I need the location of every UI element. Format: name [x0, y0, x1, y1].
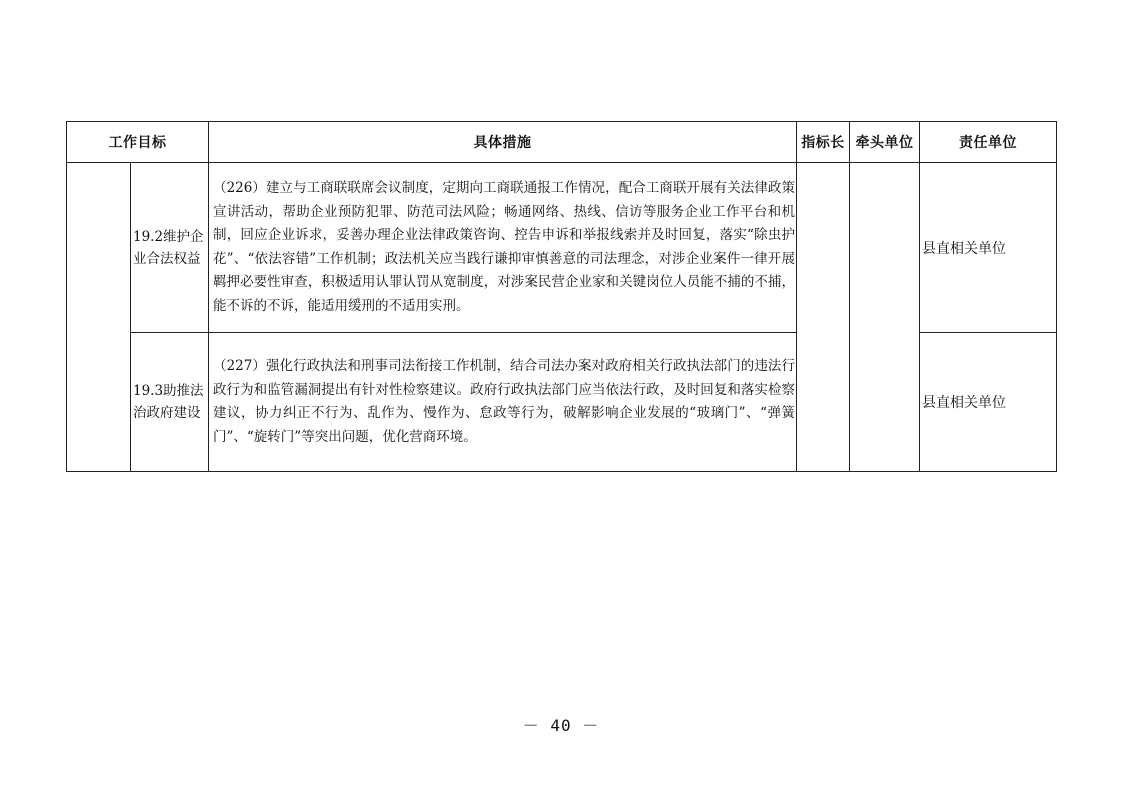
lead-unit-cell: [850, 163, 920, 472]
measure-cell: （226）建立与工商联联席会议制度，定期向工商联通报工作情况，配合工商联开展有关法律政策宣讲活动，帮助企业预防犯罪、防范司法风险；畅通网络、热线、信访等服务企业工作平台和机制，回应企业诉求，妥善办理企业法律政策咨询、控告申诉和举报线索并及时回复，落实“除虫护花”、“依法容错”工作机制；政法机关应当践行谦抑审慎善意的司法理念，对涉企业案件一律开展羁押必要性审查，积极适用认罪认罚从宽制度，对涉案民营企业家和关键岗位人员能不捕的不捕，能不诉的不诉，能适用缓刑的不适用实刑。: [209, 163, 797, 333]
main-goal-cell: [67, 163, 131, 472]
responsible-unit-cell: 县直相关单位: [920, 333, 1057, 472]
header-responsible-unit: 责任单位: [920, 122, 1057, 163]
table-header-row: [67, 122, 1057, 163]
header-measures: 具体措施: [209, 122, 797, 163]
measure-cell: （227）强化行政执法和刑事司法衔接工作机制，结合司法办案对政府相关行政执法部门的违法行政行为和监管漏洞提出有针对性检察建议。政府行政执法部门应当依法行政，及时回复和落实检察建议，协力纠正不行为、乱作为、慢作为、怠政等行为，破解影响企业发展的“玻璃门”、“弹簧门”、“旋转门”等突出问题，优化营商环境。: [209, 333, 797, 472]
work-plan-table: [66, 121, 1057, 472]
indicator-lead-cell: [797, 163, 850, 472]
responsible-unit-cell: 县直相关单位: [920, 163, 1057, 333]
sub-goal-cell: 19.2维护企业合法权益: [131, 163, 209, 333]
sub-goal-cell: 19.3助推法治政府建设: [131, 333, 209, 472]
header-lead-unit: 牵头单位: [850, 122, 920, 163]
table-row: [67, 163, 1057, 333]
header-indicator-lead: 指标长: [797, 122, 850, 163]
header-goal: 工作目标: [67, 122, 209, 163]
page-number: － 40 －: [522, 716, 600, 735]
